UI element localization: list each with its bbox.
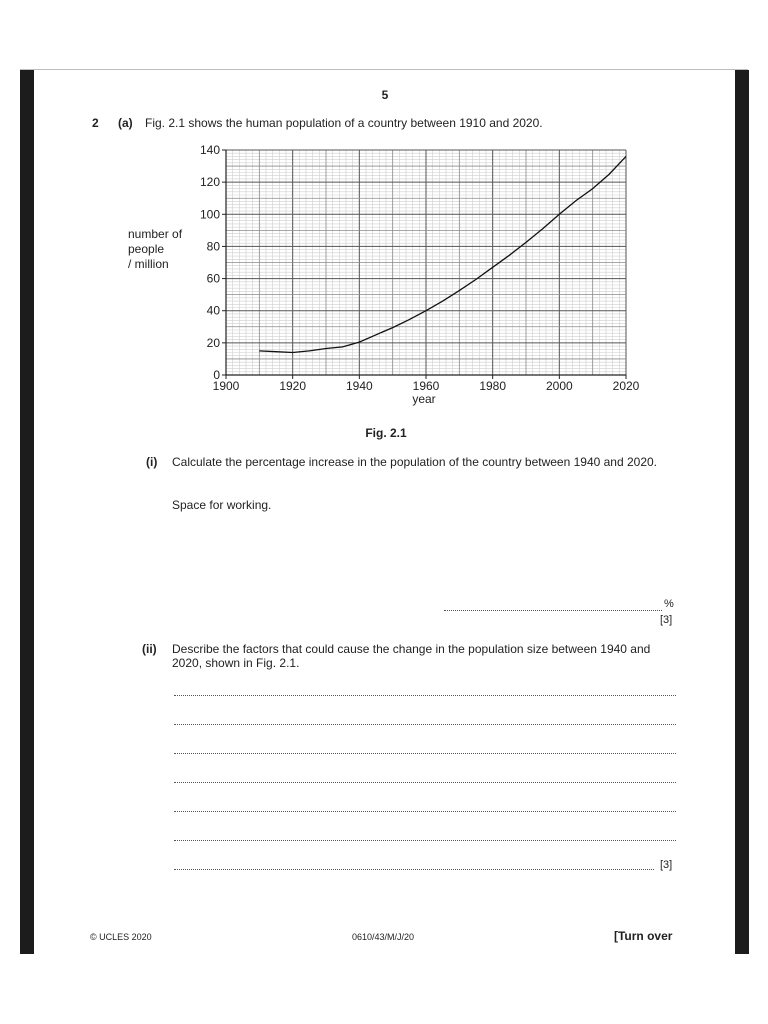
- sub-question-ii-label: (ii): [142, 642, 157, 656]
- answer-line-4[interactable]: [174, 782, 676, 783]
- y-tick-label: 100: [199, 207, 220, 222]
- question-part-label: (a): [118, 116, 133, 130]
- turn-over-label: [Turn over: [614, 929, 673, 943]
- population-chart: [120, 140, 650, 410]
- chart-series: [259, 156, 626, 352]
- working-space-label: Space for working.: [172, 498, 272, 512]
- question-number: 2: [92, 116, 99, 130]
- footer-copyright: © UCLES 2020: [90, 932, 152, 942]
- sub-question-i-marks: [3]: [660, 614, 673, 626]
- x-tick-label: 1960: [412, 379, 440, 393]
- footer-paper-code: 0610/43/M/J/20: [352, 932, 415, 942]
- x-tick-label: 2000: [545, 379, 573, 393]
- answer-line-1[interactable]: [174, 695, 676, 696]
- population-line: [259, 156, 626, 352]
- chart-ticks: [222, 150, 626, 379]
- percentage-answer-line[interactable]: [444, 610, 662, 611]
- answer-line-7[interactable]: [174, 869, 654, 870]
- answer-line-2[interactable]: [174, 724, 676, 725]
- y-tick-label: 120: [199, 175, 220, 190]
- x-tick-label: 1920: [279, 379, 307, 393]
- right-binding-bar: [735, 70, 749, 954]
- sub-question-i-label: (i): [146, 455, 158, 469]
- y-tick-label: 40: [206, 303, 220, 318]
- x-axis-label: year: [412, 392, 436, 406]
- answer-line-5[interactable]: [174, 811, 676, 812]
- y-tick-label: 20: [206, 335, 220, 350]
- y-axis-label-line-1: number of: [128, 227, 183, 241]
- percentage-unit: %: [664, 598, 674, 610]
- x-tick-label: 1980: [479, 379, 507, 393]
- page-number: 5: [381, 88, 389, 102]
- y-tick-label: 0: [213, 368, 220, 382]
- sub-question-i-text: Calculate the percentage increase in the population of the country between 1940 and 2020.: [172, 455, 658, 469]
- y-axis-label-line-2: people: [128, 242, 165, 256]
- y-tick-label: 140: [199, 143, 220, 157]
- left-binding-bar: [20, 70, 34, 954]
- figure-caption: Fig. 2.1: [365, 426, 407, 440]
- x-tick-label: 1900: [212, 379, 240, 393]
- answer-line-6[interactable]: [174, 840, 676, 841]
- y-tick-label: 60: [206, 271, 220, 286]
- y-tick-label: 80: [206, 239, 220, 254]
- question-intro: Fig. 2.1 shows the human population of a country between 1910 and 2020.: [145, 116, 543, 130]
- sub-question-ii-marks: [3]: [660, 859, 673, 871]
- x-tick-label: 2020: [612, 379, 640, 393]
- sub-question-ii-text: Describe the factors that could cause the change in the population size between 1940 and 2020, shown in Fig. 2.1.: [172, 642, 651, 670]
- exam-page: [34, 70, 735, 954]
- y-axis-label-line-3: / million: [128, 257, 169, 271]
- answer-line-3[interactable]: [174, 753, 676, 754]
- x-tick-label: 1940: [345, 379, 373, 393]
